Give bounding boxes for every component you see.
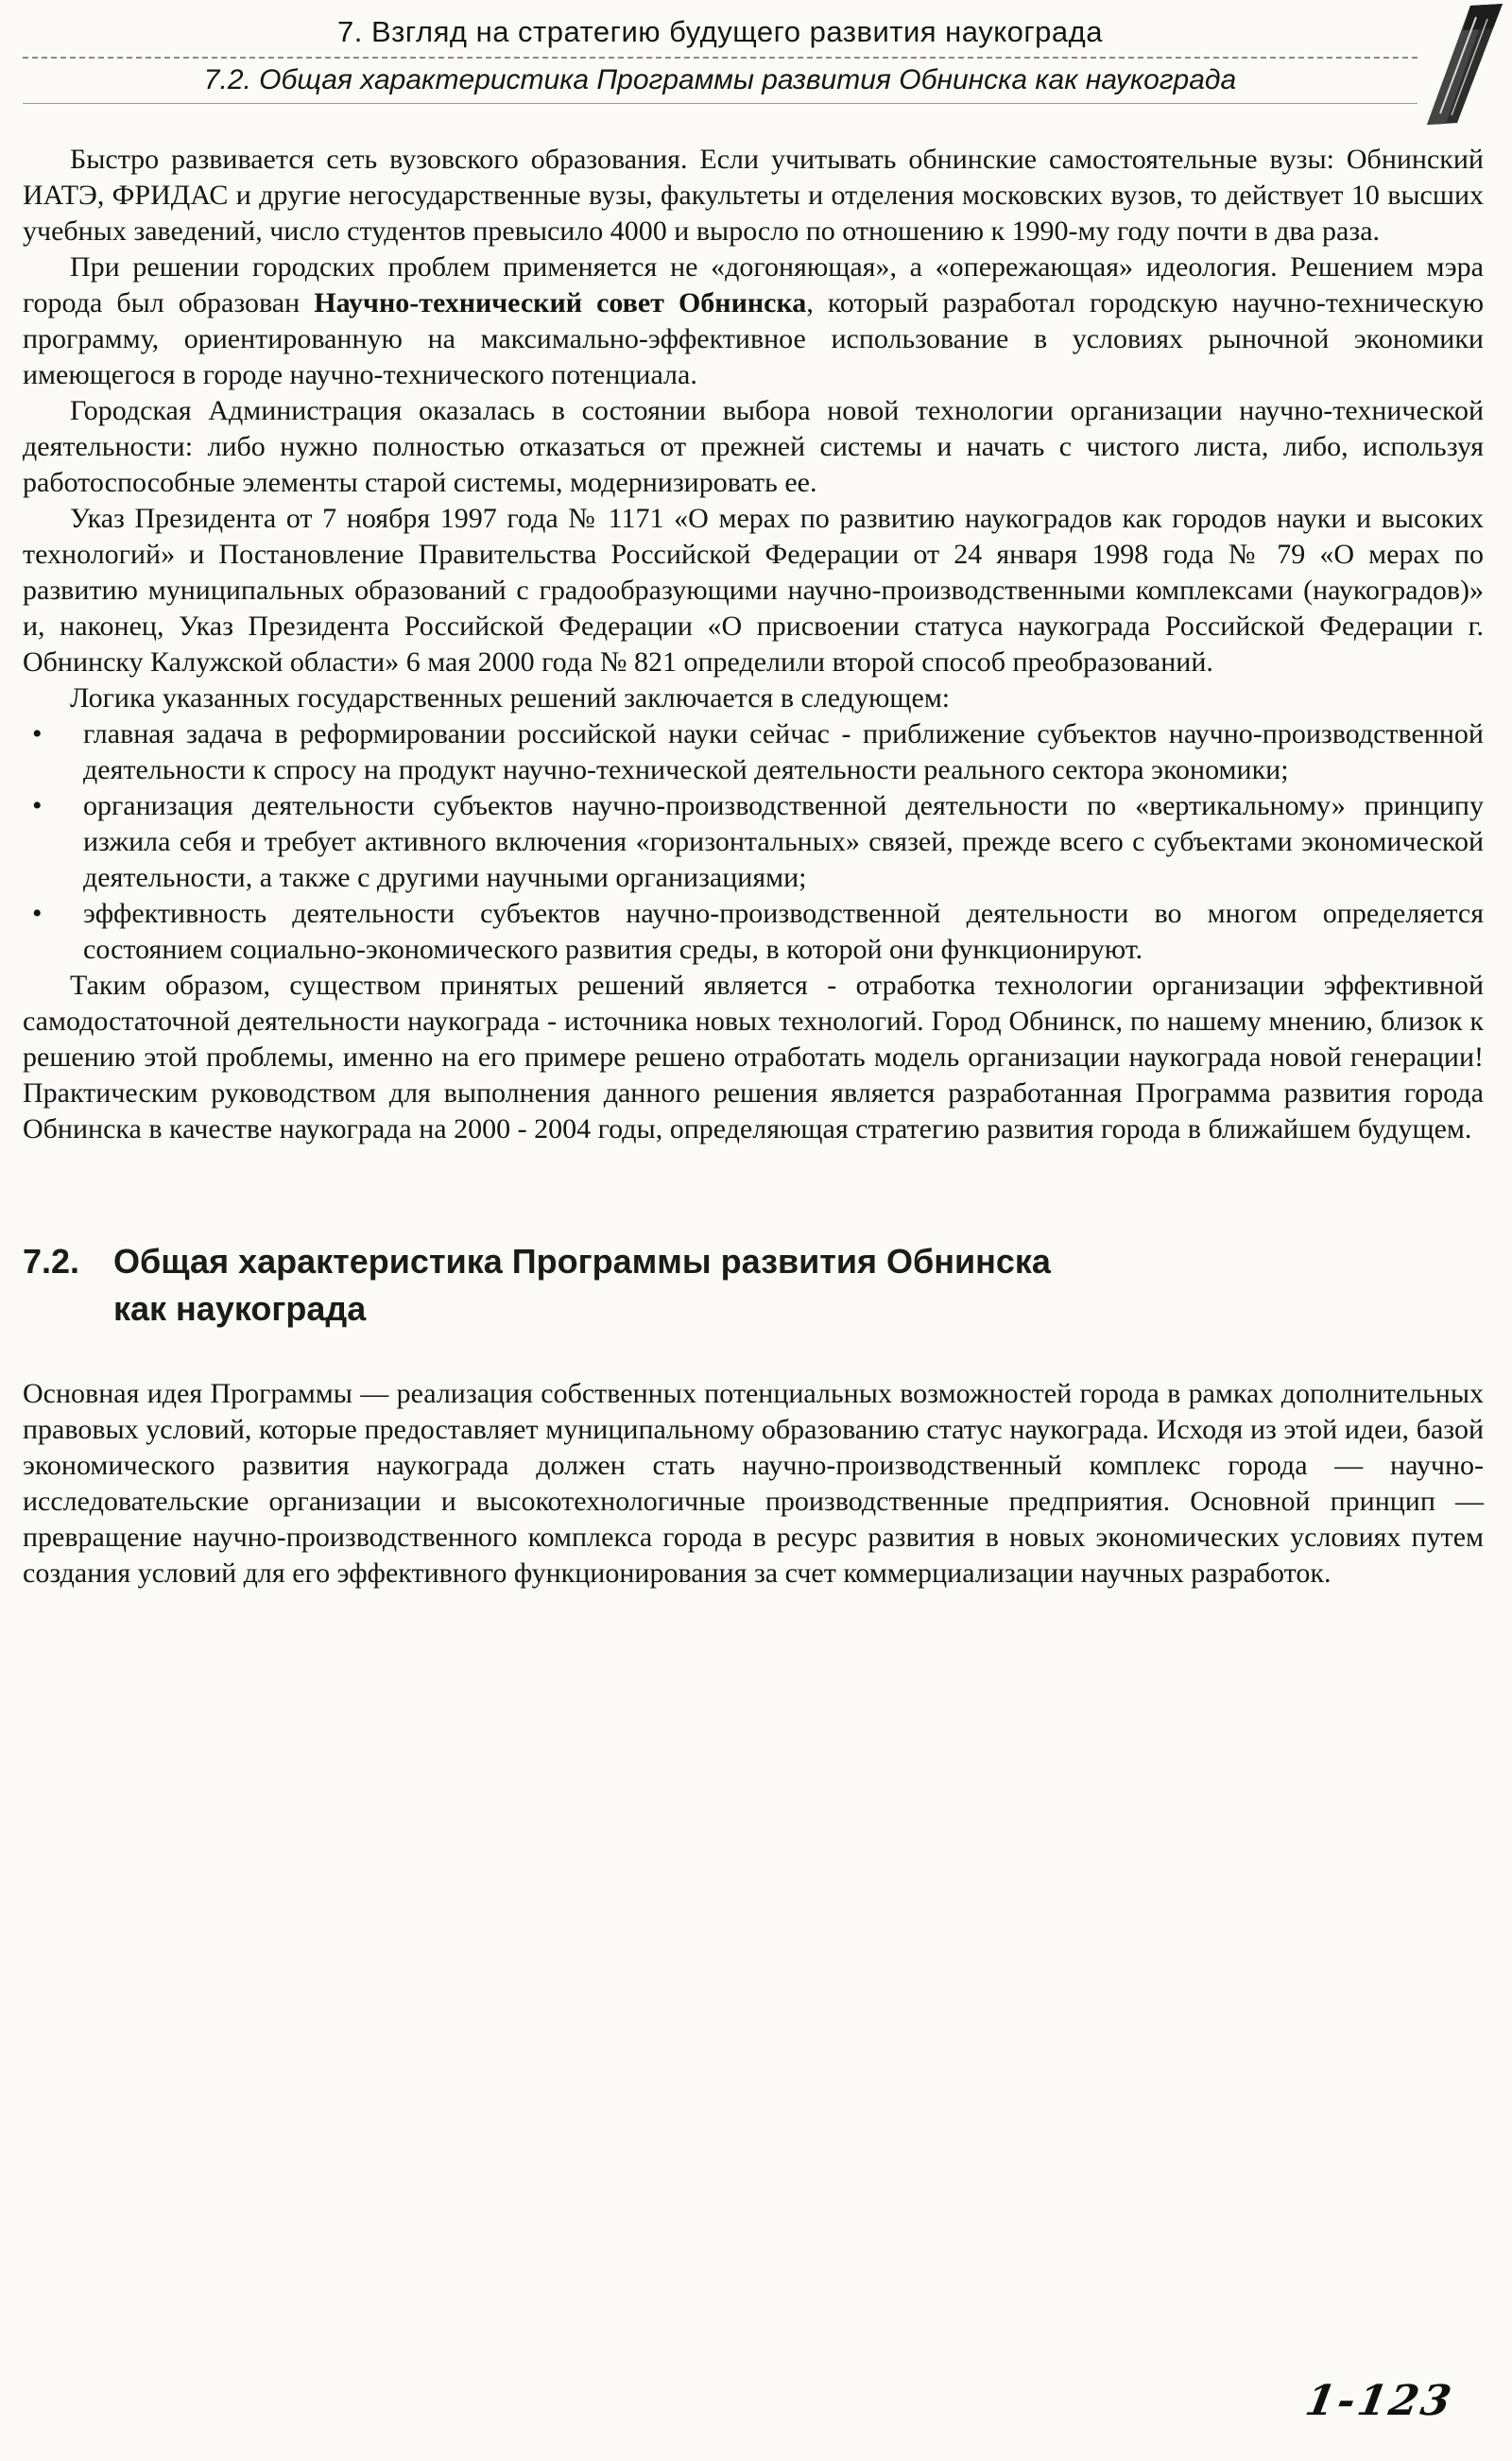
- section-heading-line2: как наукограда: [113, 1289, 367, 1328]
- bullet-item-2: • организация деятельности субъектов научно-производственной деятельности по «вертикальному» принципу изжила себя и требует активного включения «горизонтальных» связей, прежде всего с субъектами экономической деятельности, а также с другими научными организациями;: [23, 788, 1484, 896]
- section-heading-text: [113, 1238, 1051, 1333]
- section-7-2-heading: [23, 1238, 1484, 1333]
- section-heading-line1: Общая характеристика Программы развития Обнинска: [113, 1242, 1051, 1281]
- paragraph-3: Городская Администрация оказалась в состоянии выбора новой технологии организации научно-технической деятельности: либо нужно полностью отказаться от прежней системы и начать с чистого листа, либо, используя работоспособные элементы старой системы, модернизировать ее.: [23, 395, 1484, 498]
- section-heading-number: 7.2.: [23, 1242, 80, 1281]
- running-head: [23, 15, 1418, 104]
- paragraph-4: Указ Президента от 7 ноября 1997 года № 1171 «О мерах по развитию наукоградов как городов науки и высоких технологий» и Постановление Правительства Российской Федерации от 24 января 1998 года № 79 «О мерах по развитию муниципальных образований с градообразующими научно-производственными комплексами (наукоградов)» и, наконец, Указ Президента Российской Федерации «О присвоении статуса наукограда Российской Федерации г. Обнинску Калужской области» 6 мая 2000 года № 821 определили второй способ преобразований.: [23, 503, 1484, 678]
- paragraph-2: [23, 250, 1484, 393]
- section-paragraph-1: Основная идея Программы — реализация собственных потенциальных возможностей города в рамках дополнительных правовых условий, которые предоставляет муниципальному образованию статус наукограда. Исходя из этой идеи, базой экономического развития наукограда должен стать научно-производственный комплекс города — научно-исследовательские организации и высокотехнологичные производственные предприятия. Основной принцип — превращение научно-производственного комплекса города в ресурс развития в новых экономических условиях путем создания условий для его эффективного функционирования за счет коммерциализации научных разработок.: [23, 1378, 1484, 1589]
- paragraph-1: Быстро развивается сеть вузовского образования. Если учитывать обнинские самостоятельные вузы: Обнинский ИАТЭ, ФРИДАС и другие негосударственные вузы, факультеты и отделения московских вузов, то действует 10 высших учебных заведений, число студентов превысило 4000 и выросло по отношению к 1990-му году почти в два раза.: [23, 144, 1484, 247]
- section-subtitle: 7.2. Общая характеристика Программы развития Обнинска как наукограда: [23, 59, 1418, 104]
- corner-ornament-graphic: [1408, 4, 1506, 125]
- article-body: [23, 142, 1484, 1147]
- paragraph-5-intro: Логика указанных государственных решений заключается в следующем:: [70, 682, 951, 714]
- chapter-title: 7. Взгляд на стратегию будущего развития наукограда: [23, 15, 1418, 59]
- paragraph-2-pre: При решении городских проблем применяется не «догоняющая», а «опережающая» идеология. Решением мэра города был образован: [23, 251, 1484, 318]
- bullet-item-1: • главная задача в реформировании российской науки сейчас - приближение субъектов научно-производственной деятельности к спросу на продукт научно-технической деятельности реального сектора экономики;: [23, 716, 1484, 788]
- bullet-item-3: • эффективность деятельности субъектов научно-производственной деятельности во многом определяется состоянием социально-экономического развития среды, в которой они функционируют.: [23, 896, 1484, 968]
- page-number: 1-123: [1301, 2377, 1458, 2425]
- paragraph-2-post: , который разработал городскую научно-техническую программу, ориентированную на максимально-эффективное использование в условиях рыночной экономики имеющегося в городе научно-технического потенциала.: [23, 287, 1484, 390]
- paragraph-6: Таким образом, существом принятых решений является - отработка технологии организации эффективной самодостаточной деятельности наукограда - источника новых технологий. Город Обнинск, по нашему мнению, близок к решению этой проблемы, именно на его примере решено отработать модель организации наукограда новой генерации! Практическим руководством для выполнения данного решения является разработанная Программа развития города Обнинска в качестве наукограда на 2000 - 2004 годы, определяющая стратегию развития города в ближайшем будущем.: [23, 970, 1484, 1144]
- paragraph-2-bold-phrase: Научно-технический совет Обнинска: [314, 287, 807, 318]
- bullet-list: [23, 716, 1484, 968]
- section-7-2-body: [23, 1376, 1484, 1592]
